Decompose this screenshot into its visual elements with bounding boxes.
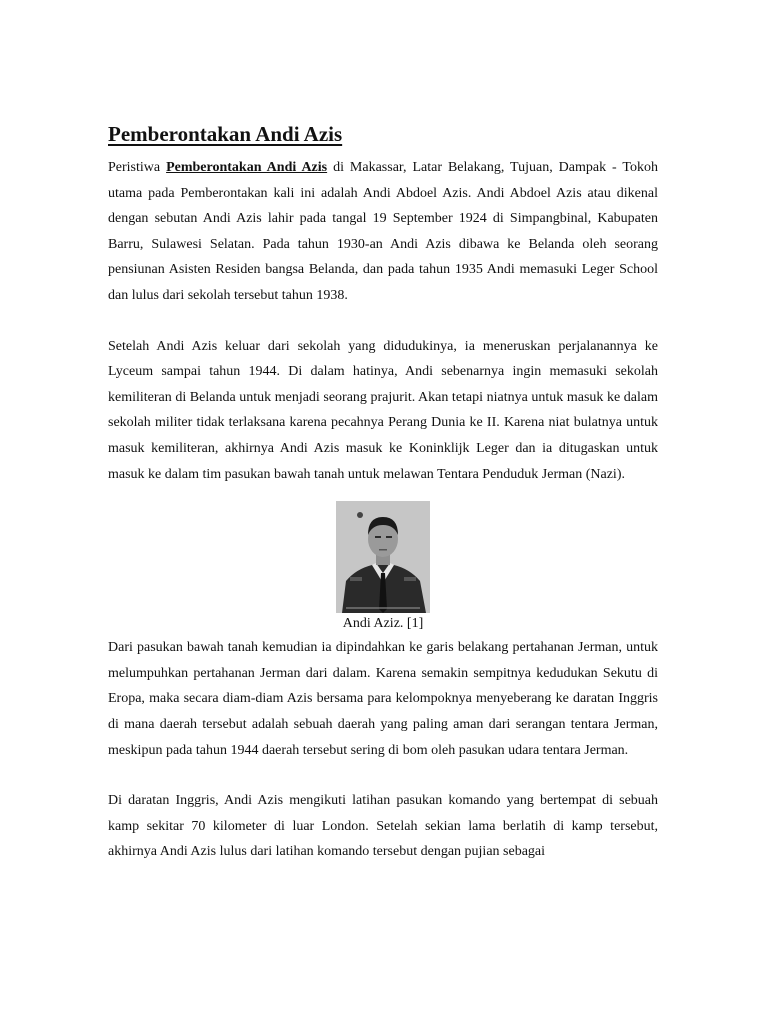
portrait-photo [336,501,430,613]
paragraph-1-lead: Peristiwa [108,160,167,175]
paragraph-4: Di daratan Inggris, Andi Azis mengikuti latihan pasukan komando yang bertempat di sebuah kamp sekitar 70 kilometer di luar London. Setelah sekian lama berlatih di kamp tersebut, akhirnya Andi Azis lulus dari latihan komando tersebut dengan pujian sebagai [108,793,658,860]
paragraph-1 [108,155,658,309]
document-page [108,120,658,865]
portrait-figure [108,501,658,633]
portrait-image [336,501,430,613]
article-title: Pemberontakan Andi Azis [108,122,343,146]
article-topic-link[interactable]: Pemberontakan Andi Azis [166,160,328,175]
paragraph-1-rest: di Makassar, Latar Belakang, Tujuan, Dampak - Tokoh utama pada Pemberontakan kali ini adalah Andi Abdoel Azis. Andi Abdoel Azis atau dikenal dengan sebutan Andi Azis lahir pada tangal 19 September 1924 di Simpangbinal, Kabupaten Barru, Sulawesi Selatan. Pada tahun 1930-an Andi Azis dibawa ke Belanda oleh seorang pensiunan Asisten Residen bangsa Belanda, dan pada tahun 1935 Andi memasuki Leger School dan lulus dari sekolah tersebut tahun 1938. [108,160,659,303]
paragraph-2: Setelah Andi Azis keluar dari sekolah yang didudukinya, ia meneruskan perjalanannya ke Lyceum sampai tahun 1944. Di dalam hatinya, Andi sebenarnya ingin memasuki sekolah kemiliteran di Belanda untuk menjadi seorang prajurit. Akan tetapi niatnya untuk masuk ke dalam sekolah militer tidak terlaksana karena pecahnya Perang Dunia ke II. Karena niat bulatnya untuk masuk kemiliteran, akhirnya Andi Azis masuk ke Koninklijk Leger dan ia ditugaskan untuk masuk ke dalam tim pasukan bawah tanah untuk melawan Tentara Penduduk Jerman (Nazi). [108,338,658,482]
figure-caption: Andi Aziz. [1] [342,616,424,632]
paragraph-3: Dari pasukan bawah tanah kemudian ia dipindahkan ke garis belakang pertahanan Jerman, untuk melumpuhkan pertahanan Jerman dari dalam. Karena semakin sempitnya kedudukan Sekutu di Eropa, maka secara diam-diam Azis bersama para kelompoknya menyeberang ke daratan Inggris di mana daerah tersebut adalah sebuah daerah yang paling aman dari serangan tentara Jerman, meskipun pada tahun 1944 daerah tersebut sering di bom oleh pasukan udara tentara Jerman. [108,640,658,758]
